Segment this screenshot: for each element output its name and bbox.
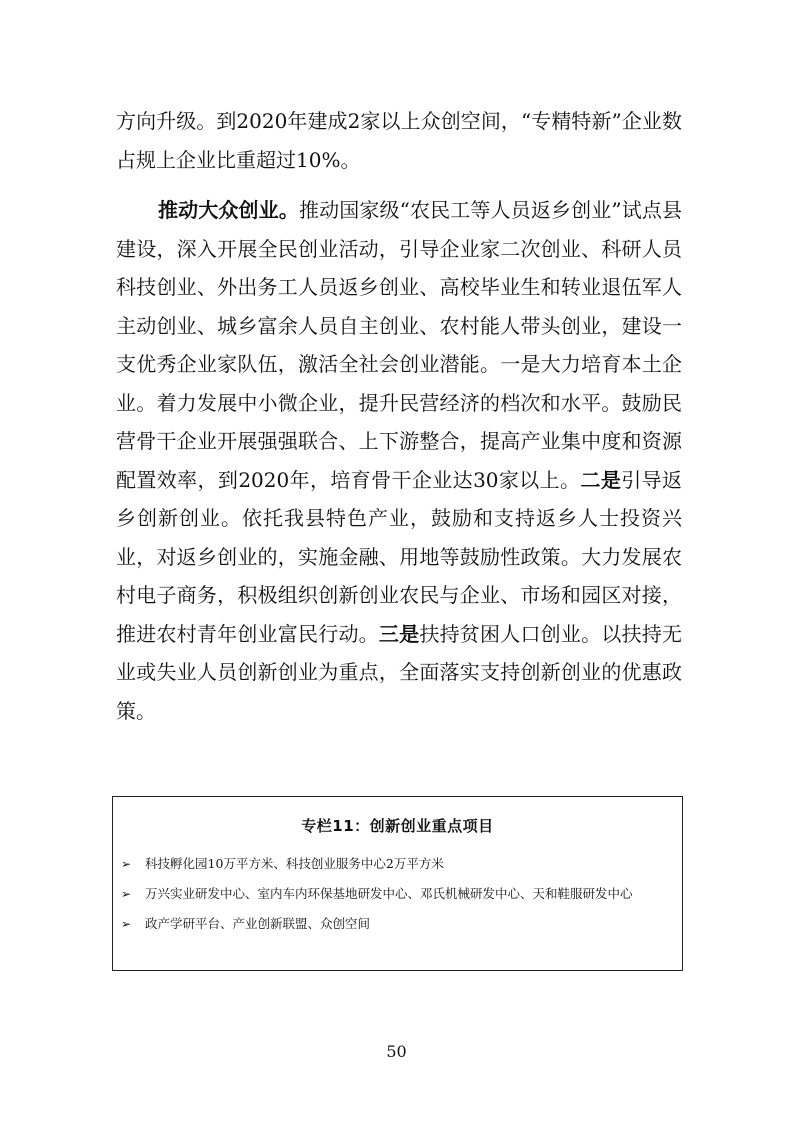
key-projects-box [112,796,683,971]
page-number: 50 [386,1042,407,1061]
point-2-text: 引导返乡创新创业。依托我县特色产业，鼓励和支持返乡人士投资兴业，对返乡创业的，实施金融、用地等鼓励性政策。大力发展农村电子商务，积极组织创新创业农民与企业、市场和园区对接，推进农村青年创业富民行动。 [116,467,683,646]
list-item-text: 万兴实业研发中心、室内车内环保基地研发中心、邓氏机械研发中心、天和鞋服研发中心 [145,886,633,901]
list-item-text: 科技孵化园10万平方米、科技创业服务中心2万平方米 [145,856,444,871]
arrow-bullet-icon: ➢ [121,917,132,931]
list-item [121,881,672,907]
paragraph-2-intro: 推动国家级“农民工等人员返乡创业”试点县建设，深入开展全民创业活动，引导企业家二次创业、科研人员科技创业、外出务工人员返乡创业、高校毕业生和转业退伍军人主动创业、城乡富余人员自主创业、农村能人带头创业，建设一支优秀企业家队伍，激活全社会创业潜能。一是大力培育本土企业。着力发展中小微企业，提升民营经济的档次和水平。鼓励民营骨干企业开展强强联合、上下游整合，提高产业集中度和资源配置效率，到2020年，培育骨干企业达30家以上。 [116,198,683,492]
list-item-text: 政产学研平台、产业创新联盟、众创空间 [145,916,371,931]
list-item [121,851,672,877]
point-3-label: 三是 [378,621,420,646]
paragraph-1-text: 方向升级。到2020年建成2家以上众创空间，“专精特新”企业数占规上企业比重超过10%。 [116,109,682,172]
arrow-bullet-icon: ➢ [121,887,132,901]
point-3-text: 扶持贫困人口创业。以扶持无业或失业人员创新创业为重点，全面落实支持创新创业的优惠政策。 [116,621,683,723]
paragraph-2-heading: 推动大众创业。 [158,198,299,222]
point-2-label: 二是 [580,467,622,492]
box-list [121,851,672,937]
paragraph-2 [116,191,682,730]
box-title: 专栏11：创新创业重点项目 [301,817,494,835]
paragraph-1 [116,102,682,179]
list-item [121,911,672,937]
arrow-bullet-icon: ➢ [121,857,132,871]
